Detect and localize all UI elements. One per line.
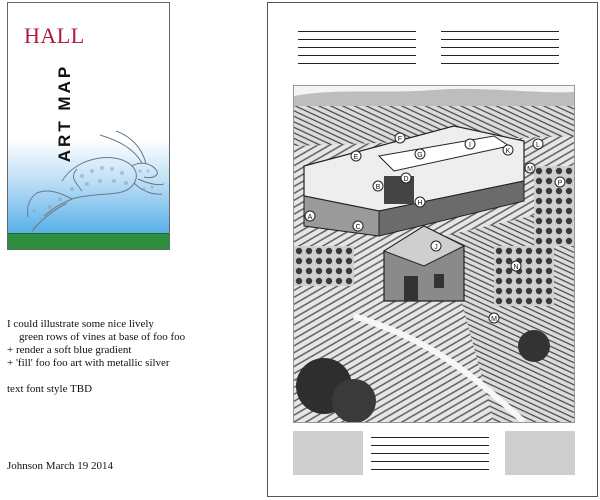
winery-aerial-illustration [293, 85, 575, 423]
design-notes [7, 318, 257, 396]
map-marker [305, 211, 315, 221]
map-marker [395, 133, 405, 143]
image-placeholder [505, 431, 575, 475]
svg-text:M: M [527, 166, 533, 173]
brand-title: HALL [24, 23, 85, 48]
map-marker [503, 145, 513, 155]
note-line: + render a soft blue gradient [7, 344, 132, 356]
map-marker [351, 151, 361, 161]
note-line: green rows of vines at base of foo foo [19, 331, 186, 343]
art-map-title: ART MAP [55, 63, 74, 163]
map-marker [353, 221, 363, 231]
svg-text:P: P [557, 180, 563, 187]
svg-text:H: H [417, 200, 423, 207]
svg-text:E: E [353, 154, 359, 161]
svg-text:N: N [513, 264, 519, 271]
placeholder-text-lines [298, 31, 416, 64]
map-marker [415, 149, 425, 159]
map-marker [511, 261, 521, 271]
map-marker [401, 173, 411, 183]
svg-text:L: L [536, 142, 540, 149]
svg-text:B: B [375, 184, 381, 191]
image-placeholder [293, 431, 363, 475]
svg-text:C: C [355, 224, 361, 231]
page-mockup [267, 2, 598, 497]
svg-text:M: M [491, 316, 497, 323]
note-line: text font style TBD [7, 383, 93, 395]
svg-text:G: G [417, 152, 423, 159]
svg-text:I: I [469, 142, 471, 149]
note-line: + 'fill' foo foo art with metallic silver [7, 357, 170, 369]
placeholder-text-lines [371, 437, 489, 470]
map-marker [431, 241, 441, 251]
svg-text:F: F [397, 136, 403, 143]
svg-text:A: A [307, 214, 313, 221]
author-date: Johnson March 19 2014 [7, 460, 114, 472]
svg-text:D: D [403, 176, 409, 183]
map-marker [373, 181, 383, 191]
map-marker [525, 163, 535, 173]
map-marker [465, 139, 475, 149]
map-marker [533, 139, 543, 149]
grass-strip [8, 233, 169, 249]
note-line: I could illustrate some nice lively [7, 318, 154, 330]
map-marker [415, 197, 425, 207]
leaping-hare-sculpture [22, 121, 168, 236]
svg-text:K: K [505, 148, 511, 155]
svg-text:J: J [434, 244, 438, 251]
map-marker [555, 177, 565, 187]
placeholder-text-lines [441, 31, 559, 64]
map-marker [489, 313, 499, 323]
art-map-cover [7, 2, 170, 250]
